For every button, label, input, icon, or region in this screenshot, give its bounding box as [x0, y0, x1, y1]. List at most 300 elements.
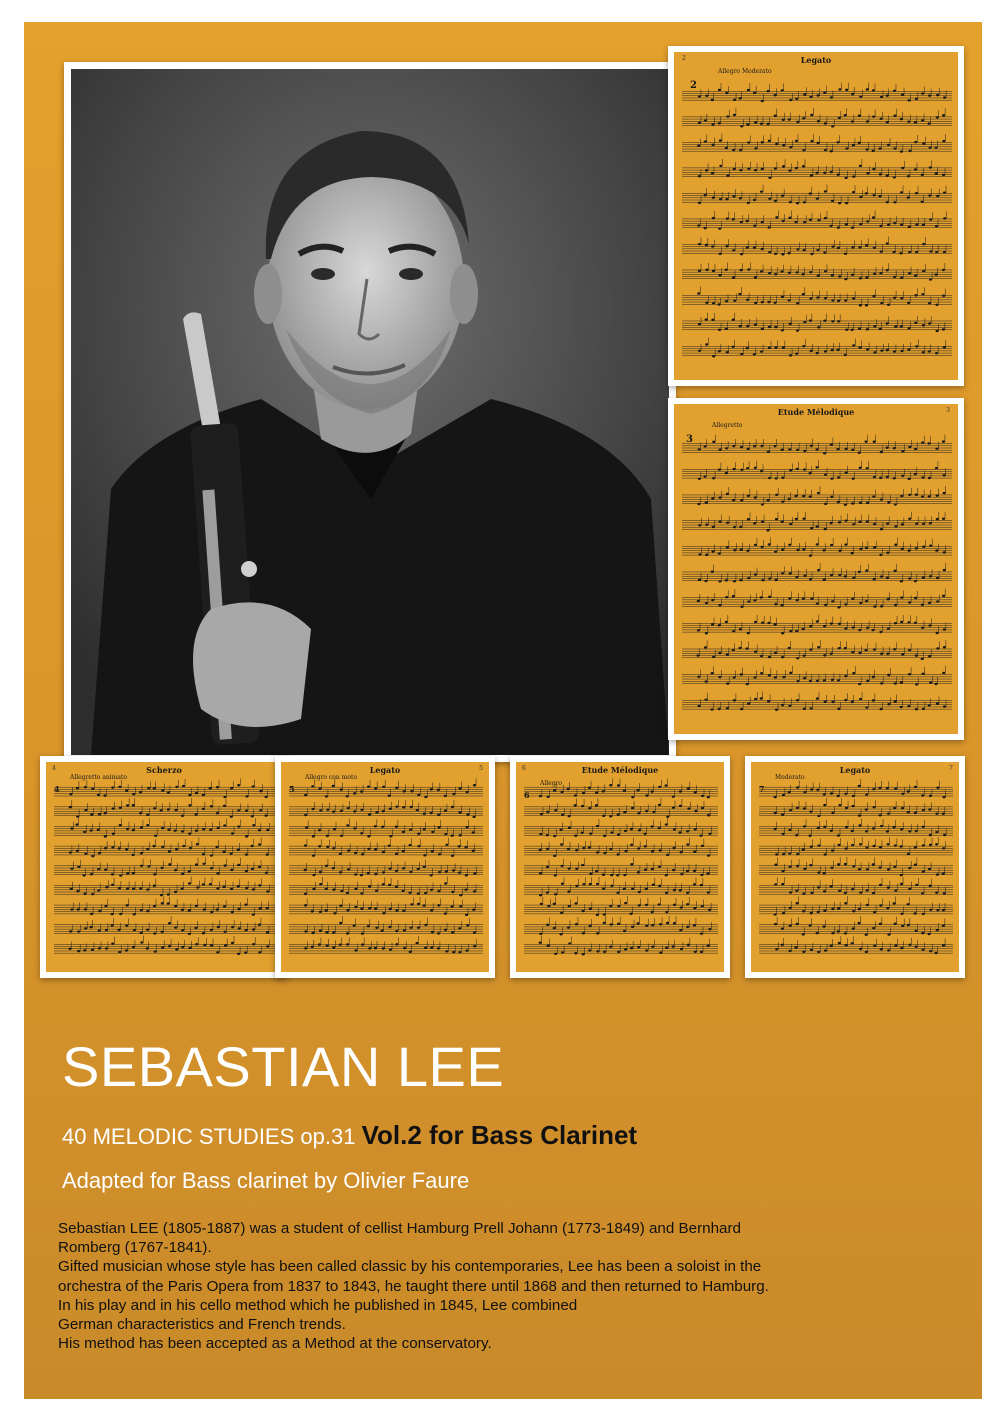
note-head [196, 886, 199, 888]
note-head [539, 942, 542, 944]
note-head [935, 352, 938, 354]
note-head [423, 866, 426, 868]
note-head [111, 884, 114, 886]
note-head [928, 146, 931, 148]
note-head [431, 931, 434, 933]
note-head [686, 926, 689, 928]
note-head [707, 891, 710, 893]
note-head [942, 873, 945, 875]
note-head [796, 302, 799, 304]
note-head [595, 804, 598, 806]
note-head [146, 928, 149, 930]
note-head [873, 246, 876, 248]
collection-title-prefix: 40 MELODIC STUDIES op.31 [62, 1124, 356, 1149]
note-head [781, 548, 784, 550]
note-head [146, 947, 149, 949]
note-head [666, 854, 669, 856]
note-head [915, 98, 918, 100]
note-head [829, 522, 832, 524]
note-head [935, 251, 938, 253]
note-head [202, 853, 205, 855]
note-head [610, 874, 613, 876]
note-head [104, 905, 107, 907]
note-head [922, 270, 925, 272]
note-head [697, 629, 700, 631]
score-number: 4 [54, 784, 60, 794]
note-head [844, 472, 847, 474]
note-head [732, 218, 735, 220]
note-head [789, 146, 792, 148]
note-head [754, 544, 757, 546]
note-head [943, 705, 946, 707]
note-head [617, 813, 620, 815]
note-head [892, 826, 895, 828]
note-head [943, 569, 946, 571]
note-head [679, 805, 682, 807]
note-head [375, 889, 378, 891]
note-head [132, 887, 135, 889]
note-head [76, 787, 79, 789]
note-head [616, 874, 619, 876]
note-head [666, 815, 669, 817]
score-thumbnail-4 [275, 756, 495, 978]
portrait-photo-frame [64, 62, 676, 762]
note-head [824, 528, 827, 530]
score-title: Etude Mélodique [581, 765, 659, 775]
music-staff [54, 857, 276, 877]
note-head [774, 167, 777, 169]
note-head [332, 867, 335, 869]
note-head [325, 909, 328, 911]
note-head [768, 477, 771, 479]
note-head [340, 835, 343, 837]
note-head [747, 168, 750, 170]
note-head [929, 218, 932, 220]
note-head [928, 808, 931, 810]
note-head [732, 149, 735, 151]
note-head [886, 349, 889, 351]
note-head [873, 273, 876, 275]
note-head [154, 950, 157, 952]
note-head [726, 174, 729, 176]
note-head [823, 172, 826, 174]
note-head [429, 812, 432, 814]
note-head [740, 606, 743, 608]
note-head [111, 873, 114, 875]
note-head [796, 807, 799, 809]
note-head [354, 873, 357, 875]
note-head [304, 794, 307, 796]
note-head [747, 89, 750, 91]
note-head [803, 249, 806, 251]
note-head [97, 794, 100, 796]
note-head [693, 883, 696, 885]
note-head [921, 174, 924, 176]
note-head [824, 270, 827, 272]
note-head [809, 271, 812, 273]
note-head [444, 810, 447, 812]
note-head [922, 224, 925, 226]
note-head [859, 196, 862, 198]
note-head [140, 852, 143, 854]
note-head [928, 194, 931, 196]
note-head [880, 825, 883, 827]
score-title: Scherzo [146, 765, 182, 775]
note-head [311, 946, 314, 948]
note-head [872, 194, 875, 196]
note-head [568, 905, 571, 907]
note-head [374, 848, 377, 850]
note-head [636, 922, 639, 924]
note-head [824, 350, 827, 352]
note-head [816, 543, 819, 545]
note-head [360, 809, 363, 811]
note-head [907, 99, 910, 101]
music-staff [682, 691, 952, 710]
note-head [189, 847, 192, 849]
note-head [929, 909, 932, 911]
note-head [445, 871, 448, 873]
note-head [417, 903, 420, 905]
note-head [410, 903, 413, 905]
note-head [553, 903, 556, 905]
note-head [423, 813, 426, 815]
note-head [188, 870, 191, 872]
note-head [458, 871, 461, 873]
note-head [733, 549, 736, 551]
note-head [782, 676, 785, 678]
note-head [161, 946, 164, 948]
note-head [167, 791, 170, 793]
note-head [147, 865, 150, 867]
note-head [658, 827, 661, 829]
note-head [340, 788, 343, 790]
note-head [844, 675, 847, 677]
note-head [725, 147, 728, 149]
note-head [718, 624, 721, 626]
note-head [651, 850, 654, 852]
note-head [582, 883, 585, 885]
note-head [823, 92, 826, 94]
note-head [894, 604, 897, 606]
note-head [900, 883, 903, 885]
note-head [845, 807, 848, 809]
note-head [921, 293, 924, 295]
note-head [872, 927, 875, 929]
note-head [774, 883, 777, 885]
note-head [304, 814, 307, 816]
note-head [89, 829, 92, 831]
note-head [422, 904, 425, 906]
note-head [866, 680, 869, 682]
note-head [339, 922, 342, 924]
note-head [126, 872, 129, 874]
note-head [711, 623, 714, 625]
biography-line: Gifted musician whose style has been called classic by his contemporaries, Lee has been a soloist in the [58, 1258, 762, 1276]
note-head [361, 943, 364, 945]
note-head [703, 227, 706, 229]
note-head [417, 893, 420, 895]
note-head [817, 326, 820, 328]
note-head [816, 296, 819, 298]
note-head [894, 503, 897, 505]
note-head [942, 847, 945, 849]
note-head [188, 804, 191, 806]
note-head [740, 269, 743, 271]
note-head [768, 226, 771, 228]
note-head [866, 889, 869, 891]
note-head [768, 347, 771, 349]
music-staff [682, 184, 952, 204]
note-head [859, 277, 862, 279]
note-head [852, 523, 855, 525]
music-staff [289, 936, 483, 953]
note-head [167, 808, 170, 810]
note-head [844, 543, 847, 545]
note-head [880, 528, 883, 530]
note-head [914, 622, 917, 624]
note-head [539, 833, 542, 835]
note-head [768, 140, 771, 142]
note-head [217, 926, 220, 928]
note-head [809, 707, 812, 709]
note-head [907, 175, 910, 177]
note-head [810, 846, 813, 848]
note-head [908, 867, 911, 869]
note-head [935, 891, 938, 893]
note-head [908, 446, 911, 448]
note-head [712, 477, 715, 479]
note-head [866, 120, 869, 122]
note-head [831, 932, 834, 934]
note-head [803, 677, 806, 679]
note-head [645, 794, 648, 796]
note-head [694, 810, 697, 812]
note-head [922, 913, 925, 915]
note-head [864, 649, 867, 651]
note-head [132, 946, 135, 948]
note-head [936, 494, 939, 496]
note-head [879, 225, 882, 227]
note-head [153, 905, 156, 907]
note-head [430, 946, 433, 948]
note-head [879, 631, 882, 633]
note-head [894, 700, 897, 702]
note-head [837, 174, 840, 176]
note-head [852, 672, 855, 674]
note-head [182, 785, 185, 787]
note-head [697, 292, 700, 294]
note-head [126, 887, 129, 889]
note-head [353, 924, 356, 926]
music-staff [289, 876, 483, 896]
note-head [795, 495, 798, 497]
note-head [810, 350, 813, 352]
note-head [921, 932, 924, 934]
note-head [546, 866, 549, 868]
note-head [658, 786, 661, 788]
note-head [943, 646, 946, 648]
note-head [873, 351, 876, 353]
note-head [887, 598, 890, 600]
note-head [719, 139, 722, 141]
note-head [602, 874, 605, 876]
note-head [928, 655, 931, 657]
note-head [886, 269, 889, 271]
note-head [361, 932, 364, 934]
note-head [237, 908, 240, 910]
note-head [252, 824, 255, 826]
note-head [459, 787, 462, 789]
note-head [851, 274, 854, 276]
note-head [761, 503, 764, 505]
note-head [265, 872, 268, 874]
music-staff [759, 857, 953, 876]
music-staff [682, 263, 952, 281]
note-head [760, 470, 763, 472]
note-head [437, 947, 440, 949]
note-head [796, 853, 799, 855]
note-head [340, 890, 343, 892]
note-head [816, 603, 819, 605]
note-head [753, 92, 756, 94]
note-head [768, 326, 771, 328]
note-head [346, 824, 349, 826]
note-head [851, 227, 854, 229]
note-head [872, 115, 875, 117]
note-head [809, 192, 812, 194]
note-head [809, 924, 812, 926]
note-head [125, 949, 128, 951]
note-head [844, 892, 847, 894]
note-head [781, 656, 784, 658]
note-head [865, 244, 868, 246]
note-head [374, 787, 377, 789]
note-head [188, 933, 191, 935]
note-head [878, 195, 881, 197]
note-head [325, 931, 328, 933]
note-head [900, 150, 903, 152]
note-head [852, 626, 855, 628]
note-head [658, 865, 661, 867]
note-head [567, 926, 570, 928]
note-head [773, 913, 776, 915]
note-head [873, 546, 876, 548]
note-head [704, 194, 707, 196]
note-head [817, 911, 820, 913]
note-head [781, 572, 784, 574]
note-head [111, 913, 114, 915]
note-head [259, 790, 262, 792]
note-head [754, 621, 757, 623]
note-head [753, 676, 756, 678]
note-head [837, 907, 840, 909]
note-head [851, 120, 854, 122]
note-head [693, 870, 696, 872]
note-head [168, 850, 171, 852]
note-head [698, 448, 701, 450]
note-head [901, 807, 904, 809]
note-head [936, 787, 939, 789]
note-head [174, 926, 177, 928]
note-head [796, 449, 799, 451]
score-page-number: 4 [52, 765, 56, 772]
note-head [312, 874, 315, 876]
note-head [726, 546, 729, 548]
note-head [866, 520, 869, 522]
note-head [922, 324, 925, 326]
note-head [851, 844, 854, 846]
note-head [133, 929, 136, 931]
note-head [630, 844, 633, 846]
note-head [252, 928, 255, 930]
note-head [936, 702, 939, 704]
music-staff [759, 877, 953, 895]
note-head [774, 273, 777, 275]
note-head [216, 872, 219, 874]
note-head [704, 646, 707, 648]
note-head [831, 299, 834, 301]
note-head [907, 196, 910, 198]
note-head [928, 350, 931, 352]
note-head [900, 495, 903, 497]
note-head [935, 304, 938, 306]
note-head [718, 468, 721, 470]
note-head [82, 874, 85, 876]
note-head [893, 90, 896, 92]
note-head [380, 930, 383, 932]
note-head [189, 947, 192, 949]
note-head [174, 905, 177, 907]
note-head [747, 448, 750, 450]
note-head [809, 297, 812, 299]
note-head [844, 278, 847, 280]
note-head [837, 795, 840, 797]
note-head [753, 199, 756, 201]
note-head [126, 828, 129, 830]
note-head [673, 904, 676, 906]
note-head [943, 834, 946, 836]
note-head [154, 835, 157, 837]
note-head [823, 252, 826, 254]
note-head [168, 922, 171, 924]
music-staff [759, 896, 953, 915]
note-head [943, 628, 946, 630]
note-head [781, 253, 784, 255]
collection-title [62, 1120, 637, 1151]
note-head [651, 868, 654, 870]
music-staff [289, 818, 483, 837]
note-head [838, 549, 841, 551]
note-head [118, 951, 121, 953]
note-head [801, 273, 804, 275]
note-head [726, 493, 729, 495]
note-head [773, 445, 776, 447]
note-head [823, 872, 826, 874]
note-head [444, 912, 447, 914]
note-head [913, 912, 916, 914]
note-head [209, 787, 212, 789]
note-head [346, 932, 349, 934]
note-head [921, 92, 924, 94]
note-head [942, 595, 945, 597]
note-head [259, 907, 262, 909]
note-head [810, 527, 813, 529]
note-head [893, 147, 896, 149]
note-head [872, 892, 875, 894]
note-head [91, 788, 94, 790]
note-head [887, 224, 890, 226]
